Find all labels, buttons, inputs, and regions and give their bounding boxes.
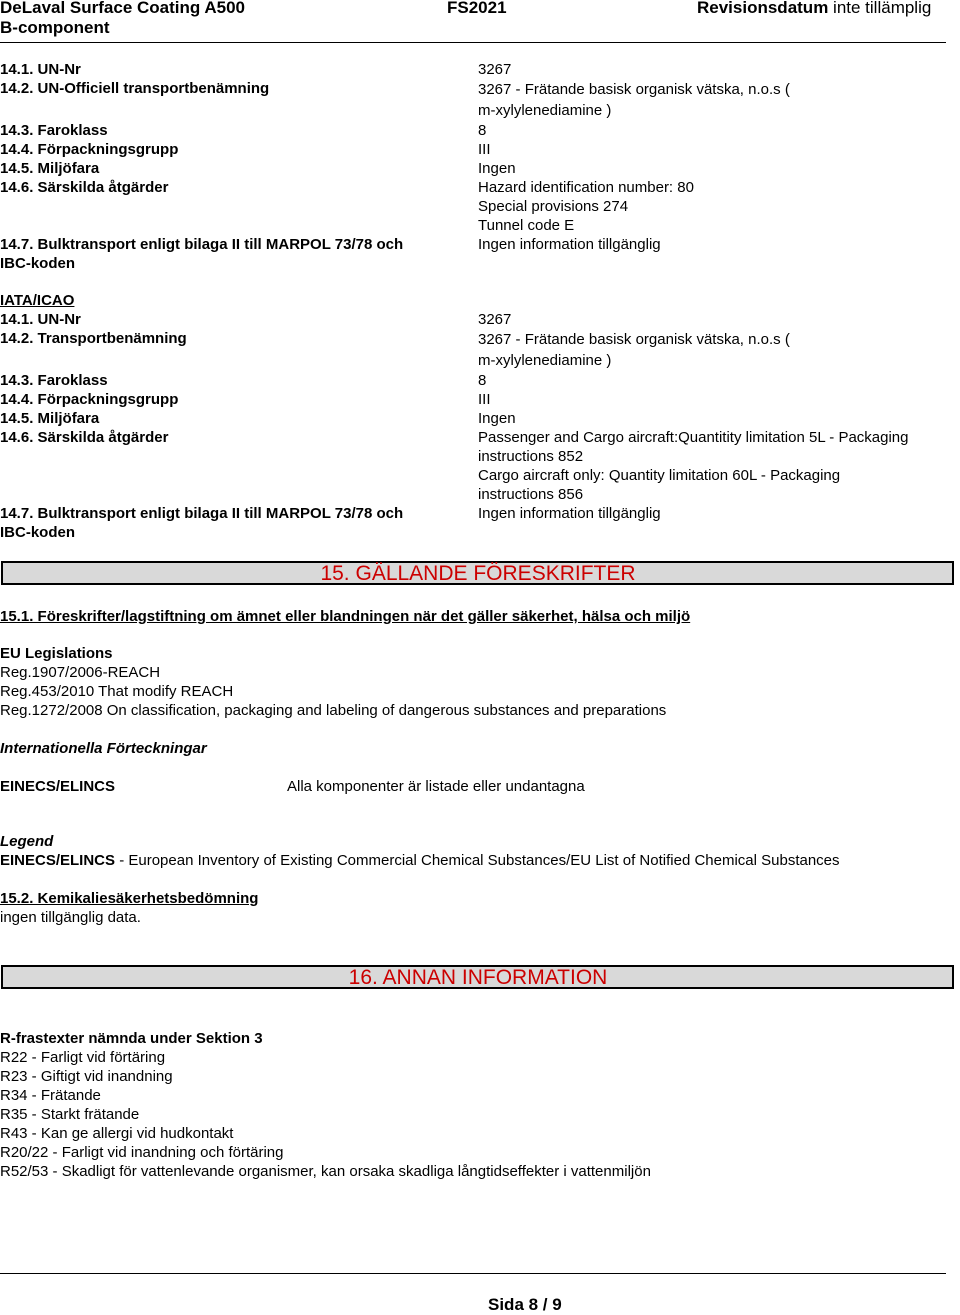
adr-pack-label: 14.4. Förpackningsgrupp bbox=[0, 141, 179, 158]
eu-legislation-line: Reg.453/2010 That modify REACH bbox=[0, 683, 234, 700]
adr-un-value: 3267 bbox=[478, 61, 512, 78]
adr-special-value-2: Special provisions 274 bbox=[478, 198, 629, 215]
revision-label: Revisionsdatum bbox=[697, 0, 829, 17]
r-phrase-line: R34 - Frätande bbox=[0, 1087, 101, 1104]
iata-un-value: 3267 bbox=[478, 311, 512, 328]
adr-name-label: 14.2. UN-Officiell transportbenämning bbox=[0, 80, 270, 97]
header-rule bbox=[0, 42, 946, 43]
iata-special-value-3: Cargo aircraft only: Quantity limitation 60L - Packaging bbox=[478, 467, 841, 484]
adr-class-value: 8 bbox=[478, 122, 487, 139]
adr-class-label: 14.3. Faroklass bbox=[0, 122, 108, 139]
legend-text: - European Inventory of Existing Commercial Chemical Substances/EU List of Notified Chemical Substances bbox=[115, 852, 840, 869]
iata-class-label: 14.3. Faroklass bbox=[0, 372, 108, 389]
iata-class-value: 8 bbox=[478, 372, 487, 389]
footer-rule bbox=[0, 1273, 946, 1274]
section-15-title: 15. GÄLLANDE FÖRESKRIFTER bbox=[320, 562, 636, 585]
iata-env-label: 14.5. Miljöfara bbox=[0, 410, 100, 427]
adr-special-label: 14.6. Särskilda åtgärder bbox=[0, 179, 169, 196]
section-16-title: 16. ANNAN INFORMATION bbox=[348, 966, 608, 989]
adr-env-value: Ingen bbox=[478, 160, 516, 177]
eu-legislations-heading: EU Legislations bbox=[0, 645, 113, 662]
iata-bulk-label-1: 14.7. Bulktransport enligt bilaga II till MARPOL 73/78 och bbox=[0, 505, 404, 522]
iata-pack-label: 14.4. Förpackningsgrupp bbox=[0, 391, 179, 408]
adr-name-value-1: 3267 - Frätande basisk organisk vätska, n.o.s ( bbox=[478, 81, 790, 98]
iata-pack-value: III bbox=[478, 391, 491, 408]
header-doc-code: FS2021 bbox=[447, 0, 507, 17]
r-phrase-line: R52/53 - Skadligt för vattenlevande organismer, kan orsaka skadliga långtidseffekter i vattenmiljön bbox=[0, 1163, 651, 1180]
header-component: B-component bbox=[0, 18, 110, 37]
r-phrase-line: R35 - Starkt frätande bbox=[0, 1106, 140, 1123]
r-phrases-heading: R-frastexter nämnda under Sektion 3 bbox=[0, 1030, 263, 1047]
section-15-2-text: ingen tillgänglig data. bbox=[0, 909, 141, 926]
revision-value: inte tillämplig bbox=[833, 0, 932, 17]
iata-name-label: 14.2. Transportbenämning bbox=[0, 330, 187, 347]
r-phrase-line: R43 - Kan ge allergi vid hudkontakt bbox=[0, 1125, 234, 1142]
iata-special-label: 14.6. Särskilda åtgärder bbox=[0, 429, 169, 446]
iata-special-value-4: instructions 856 bbox=[478, 486, 584, 503]
adr-un-label: 14.1. UN-Nr bbox=[0, 61, 81, 78]
page-number: Sida 8 / 9 bbox=[488, 1295, 562, 1314]
header-revision bbox=[697, 0, 931, 18]
legend-term: EINECS/ELINCS bbox=[0, 852, 116, 869]
adr-bulk-label-2: IBC-koden bbox=[0, 255, 75, 272]
iata-name-value-1: 3267 - Frätande basisk organisk vätska, n.o.s ( bbox=[478, 331, 790, 348]
section-15-1-heading: 15.1. Föreskrifter/lagstiftning om ämnet eller blandningen när det gäller säkerhet, hälsa och miljö bbox=[0, 608, 691, 625]
iata-bulk-value: Ingen information tillgänglig bbox=[478, 505, 661, 522]
international-inventories-heading: Internationella Förteckningar bbox=[0, 740, 207, 757]
iata-env-value: Ingen bbox=[478, 410, 516, 427]
header-product-name: DeLaval Surface Coating A500 bbox=[0, 0, 246, 17]
adr-special-value-3: Tunnel code E bbox=[478, 217, 575, 234]
r-phrase-line: R20/22 - Farligt vid inandning och förtäring bbox=[0, 1144, 284, 1161]
eu-legislation-line: Reg.1272/2008 On classification, packaging and labeling of dangerous substances and preparations bbox=[0, 702, 667, 719]
legend-heading: Legend bbox=[0, 833, 54, 850]
einecs-value: Alla komponenter är listade eller undantagna bbox=[287, 778, 585, 795]
iata-bulk-label-2: IBC-koden bbox=[0, 524, 75, 541]
iata-name-value-2: m-xylylenediamine ) bbox=[478, 352, 612, 369]
adr-name-value-2: m-xylylenediamine ) bbox=[478, 102, 612, 119]
eu-legislation-line: Reg.1907/2006-REACH bbox=[0, 664, 161, 681]
einecs-label: EINECS/ELINCS bbox=[0, 778, 116, 795]
iata-special-value-2: instructions 852 bbox=[478, 448, 584, 465]
adr-env-label: 14.5. Miljöfara bbox=[0, 160, 100, 177]
r-phrase-line: R23 - Giftigt vid inandning bbox=[0, 1068, 173, 1085]
legend-line bbox=[0, 851, 840, 870]
adr-bulk-value: Ingen information tillgänglig bbox=[478, 236, 661, 253]
iata-un-label: 14.1. UN-Nr bbox=[0, 311, 81, 328]
adr-special-value-1: Hazard identification number: 80 bbox=[478, 179, 694, 196]
adr-pack-value: III bbox=[478, 141, 491, 158]
iata-special-value-1: Passenger and Cargo aircraft:Quantitity limitation 5L - Packaging bbox=[478, 429, 909, 446]
r-phrase-line: R22 - Farligt vid förtäring bbox=[0, 1049, 166, 1066]
adr-bulk-label-1: 14.7. Bulktransport enligt bilaga II till MARPOL 73/78 och bbox=[0, 236, 404, 253]
section-15-2-heading: 15.2. Kemikaliesäkerhetsbedömning bbox=[0, 890, 259, 907]
iata-heading: IATA/ICAO bbox=[0, 292, 75, 309]
